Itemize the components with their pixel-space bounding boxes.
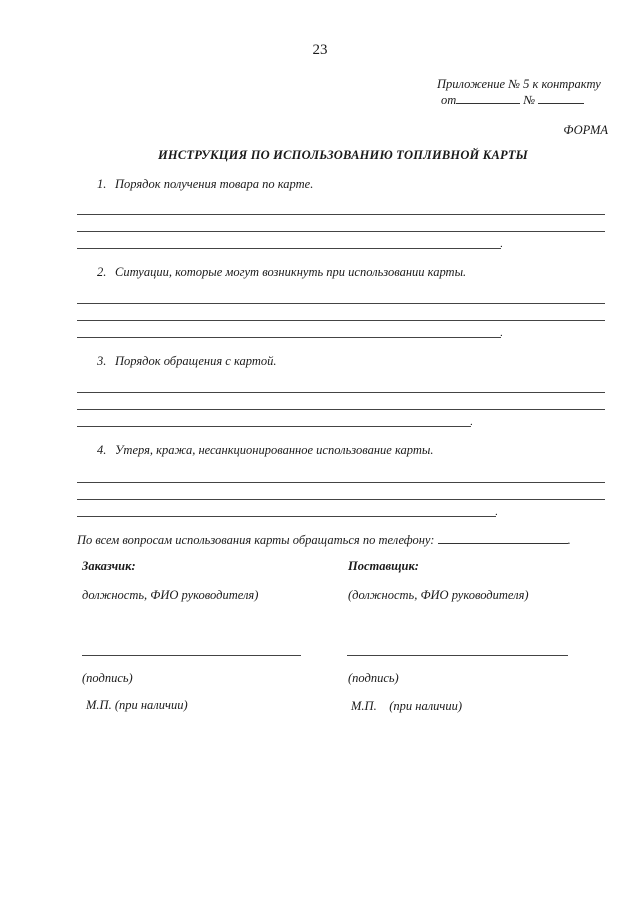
fill-line <box>77 303 605 304</box>
section-label: Порядок получения товара по карте. <box>115 177 314 191</box>
stamp-mp: М.П. <box>351 699 377 713</box>
section-number: 3. <box>97 354 107 368</box>
fill-line <box>77 392 605 393</box>
appendix-header: Приложение № 5 к контракту <box>437 77 601 91</box>
ref-from-label: от <box>441 93 457 107</box>
section-number: 2. <box>97 265 107 279</box>
page-number: 23 <box>312 42 328 58</box>
customer-stamp: М.П. (при наличии) <box>86 698 188 712</box>
section-4-title <box>97 443 433 458</box>
fill-line <box>77 482 605 483</box>
fill-line <box>77 231 605 232</box>
phone-blank <box>438 533 568 544</box>
fill-line <box>77 409 605 410</box>
line-end-mark: . <box>470 416 473 428</box>
section-label: Порядок обращения с картой. <box>115 354 277 368</box>
fill-line <box>77 320 605 321</box>
supplier-label: Поставщик: <box>348 559 419 573</box>
fill-line <box>77 499 605 500</box>
section-1-title <box>97 177 313 192</box>
line-end-mark: . <box>567 533 571 547</box>
supplier-signature-caption: (подпись) <box>348 671 399 685</box>
customer-signature-caption: (подпись) <box>82 671 133 685</box>
fill-line <box>77 214 605 215</box>
fill-line <box>77 248 501 249</box>
phone-note <box>77 533 571 548</box>
line-end-mark: . <box>495 506 498 518</box>
phone-note-text: По всем вопросам использования карты обращаться по телефону: <box>77 533 435 547</box>
fill-line <box>77 426 471 427</box>
line-end-mark: . <box>500 238 503 250</box>
line-end-mark: . <box>500 327 503 339</box>
ref-number-label: № <box>523 93 536 107</box>
number-blank <box>538 93 584 104</box>
contract-reference <box>441 93 584 108</box>
customer-signature-line <box>82 655 301 656</box>
form-label: ФОРМА <box>563 123 608 137</box>
document-title: ИНСТРУКЦИЯ ПО ИСПОЛЬЗОВАНИЮ ТОПЛИВНОЙ КАРТЫ <box>157 148 528 162</box>
supplier-role: (должность, ФИО руководителя) <box>348 588 529 602</box>
section-label: Ситуации, которые могут возникнуть при использовании карты. <box>115 265 467 279</box>
section-2-title <box>97 265 466 280</box>
section-number: 4. <box>97 443 107 457</box>
fill-line <box>77 516 496 517</box>
section-label: Утеря, кража, несанкционированное использование карты. <box>115 443 434 457</box>
section-3-title <box>97 354 276 369</box>
customer-label: Заказчик: <box>82 559 136 573</box>
supplier-signature-line <box>347 655 568 656</box>
date-blank <box>456 93 520 104</box>
stamp-note: (при наличии) <box>389 699 463 713</box>
customer-role: должность, ФИО руководителя) <box>82 588 259 602</box>
fill-line <box>77 337 501 338</box>
supplier-stamp <box>351 699 462 714</box>
section-number: 1. <box>97 177 107 191</box>
